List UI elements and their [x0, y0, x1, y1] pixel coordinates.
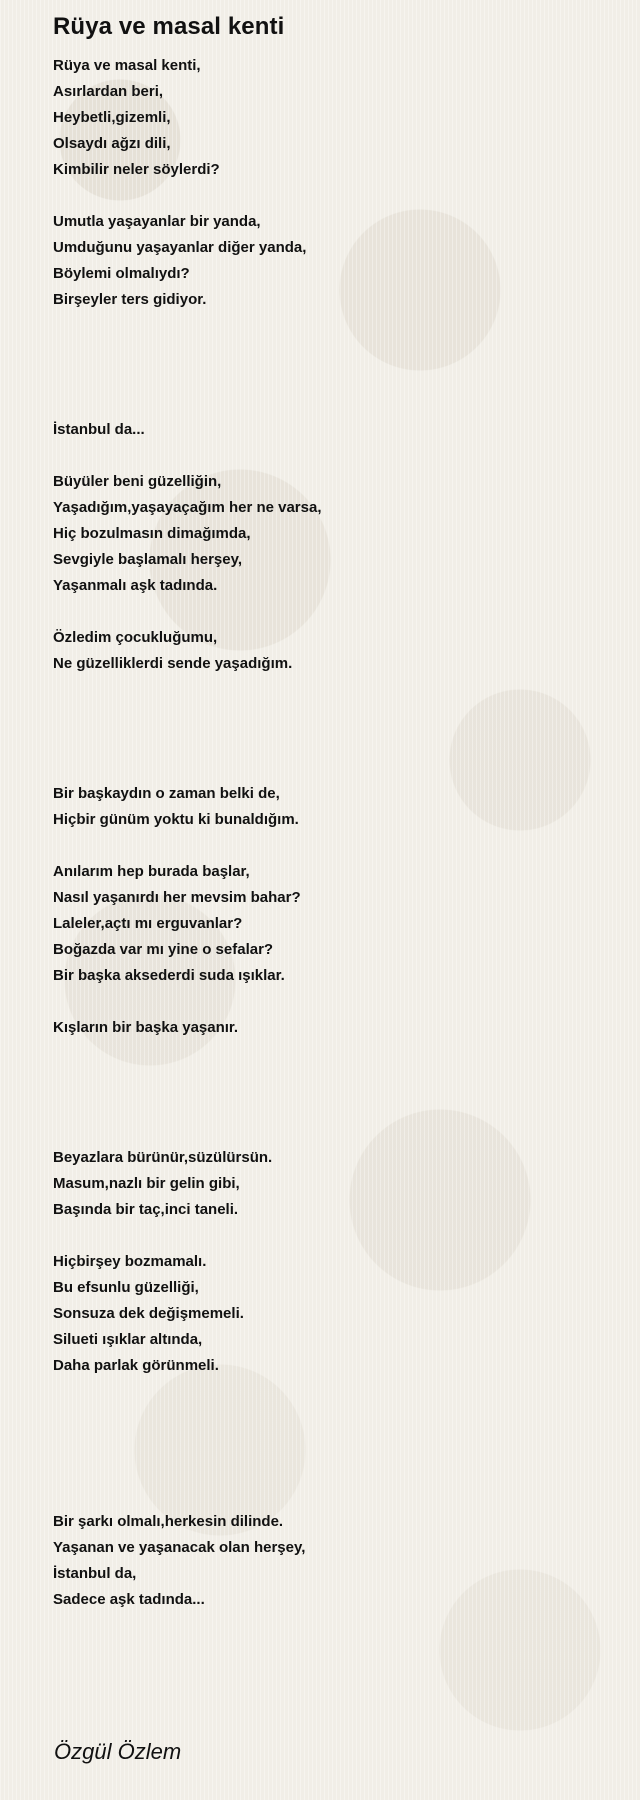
poem-line: İstanbul da...: [53, 421, 145, 438]
section-spacer: [53, 313, 613, 391]
poem-line: Sadece aşk tadında...: [53, 1591, 205, 1608]
stanza-spacer: [53, 989, 613, 1015]
poem-line: Masum,nazlı bir gelin gibi,: [53, 1175, 240, 1192]
stanza: [53, 1509, 613, 1613]
poem-line: Nasıl yaşanırdı her mevsim bahar?: [53, 889, 301, 906]
poem-line: Rüya ve masal kenti,: [53, 57, 201, 74]
poem-line: Bir başkaydın o zaman belki de,: [53, 785, 280, 802]
author-name: Özgül Özlem: [54, 1739, 182, 1764]
section-spacer: [53, 677, 613, 755]
stanza-spacer: [53, 1457, 613, 1483]
poem-line: Hiçbir günüm yoktu ki bunaldığım.: [53, 811, 299, 828]
poem-title: Rüya ve masal kenti: [53, 13, 285, 40]
poem-line: Beyazlara bürünür,süzülürsün.: [53, 1149, 273, 1166]
poem-line: Silueti ışıklar altında,: [53, 1331, 203, 1348]
poem-line: Asırlardan beri,: [53, 83, 164, 100]
stanza-spacer: [53, 599, 613, 625]
stanza: [53, 209, 613, 313]
stanza: [53, 1249, 613, 1379]
stanza-spacer: [53, 443, 613, 469]
poem-line: Yaşadığım,yaşayaçağım her ne varsa,: [53, 499, 322, 516]
stanza: [53, 1015, 613, 1041]
stanza: [53, 469, 613, 599]
poem-line: Laleler,açtı mı erguvanlar?: [53, 915, 243, 932]
poem-line: Birşeyler ters gidiyor.: [53, 291, 207, 308]
poem-line: Yaşanan ve yaşanacak olan herşey,: [53, 1539, 306, 1556]
section-spacer: [53, 1041, 613, 1119]
stanza-spacer: [53, 183, 613, 209]
poem-line: Yaşanmalı aşk tadında.: [53, 577, 218, 594]
poem-line: Boğazda var mı yine o sefalar?: [53, 941, 274, 958]
stanza-spacer: [53, 1223, 613, 1249]
poem-line: Başında bir taç,inci taneli.: [53, 1201, 239, 1218]
poem-line: Daha parlak görünmeli.: [53, 1357, 219, 1374]
poem-line: Ne güzelliklerdi sende yaşadığım.: [53, 655, 293, 672]
poem-line: Umduğunu yaşayanlar diğer yanda,: [53, 239, 307, 256]
stanza-spacer: [53, 755, 613, 781]
poem-line: Hiçbirşey bozmamalı.: [53, 1253, 207, 1270]
poem-line: Anılarım hep burada başlar,: [53, 863, 250, 880]
poem-line: Bir başka aksederdi suda ışıklar.: [53, 967, 285, 984]
stanza-spacer: [53, 1119, 613, 1145]
poem-line: Özledim çocukluğumu,: [53, 629, 218, 646]
poem-line: Hiç bozulmasın dimağımda,: [53, 525, 251, 542]
poem-body: [53, 53, 613, 1613]
stanza-spacer: [53, 833, 613, 859]
poem-line: Bu efsunlu güzelliği,: [53, 1279, 199, 1296]
poem-line: Böylemi olmalıydı?: [53, 265, 190, 282]
poem-line: Sevgiyle başlamalı herşey,: [53, 551, 243, 568]
poem-line: Olsaydı ağzı dili,: [53, 135, 171, 152]
poem-line: Büyüler beni güzelliğin,: [53, 473, 222, 490]
poem-line: İstanbul da,: [53, 1565, 137, 1582]
stanza: [53, 625, 613, 677]
poem-line: Sonsuza dek değişmemeli.: [53, 1305, 244, 1322]
stanza-spacer: [53, 1483, 613, 1509]
stanza: [53, 417, 613, 443]
stanza: [53, 53, 613, 183]
stanza-spacer: [53, 391, 613, 417]
poem-line: Kışların bir başka yaşanır.: [53, 1019, 239, 1036]
stanza: [53, 781, 613, 833]
stanza: [53, 1145, 613, 1223]
poem-line: Umutla yaşayanlar bir yanda,: [53, 213, 261, 230]
poem-line: Bir şarkı olmalı,herkesin dilinde.: [53, 1513, 284, 1530]
poem-line: Kimbilir neler söylerdi?: [53, 161, 220, 178]
stanza: [53, 859, 613, 989]
section-spacer: [53, 1379, 613, 1457]
poem-line: Heybetli,gizemli,: [53, 109, 171, 126]
